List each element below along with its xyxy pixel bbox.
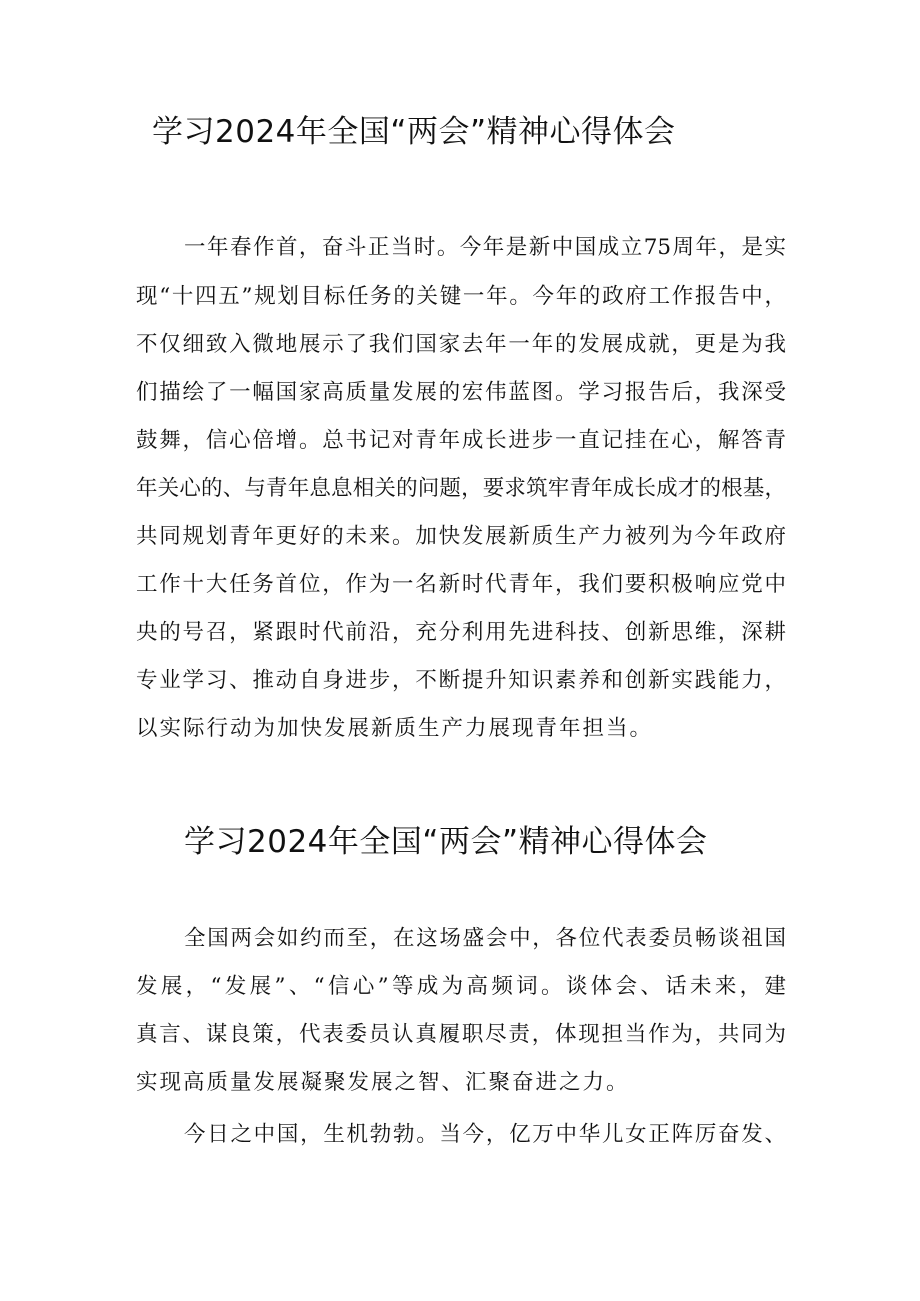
paragraph-line: 不仅细致入微地展示了我们国家去年一年的发展成就，更是为我: [136, 332, 786, 357]
section-title-1: 学习2024年全国“两会”精神心得体会: [152, 114, 676, 150]
paragraph-line: 发展，“发展”、“信心”等成为高频词。谈体会、话未来，建: [136, 974, 786, 999]
paragraph-line: 真言、谋良策，代表委员认真履职尽责，体现担当作为，共同为: [136, 1022, 786, 1047]
paragraph-line: 实现高质量发展凝聚发展之智、汇聚奋进之力。: [136, 1070, 630, 1095]
paragraph-line: 们描绘了一幅国家高质量发展的宏伟蓝图。学习报告后，我深受: [136, 380, 786, 405]
paragraph-line: 年关心的、与青年息息相关的问题，要求筑牢青年成长成才的根基，: [136, 476, 786, 501]
paragraph-line: 工作十大任务首位，作为一名新时代青年，我们要积极响应党中: [136, 572, 786, 597]
paragraph-line: 全国两会如约而至，在这场盛会中，各位代表委员畅谈祖国: [184, 926, 786, 951]
paragraph-line: 以实际行动为加快发展新质生产力展现青年担当。: [136, 716, 654, 741]
paragraph-line: 共同规划青年更好的未来。加快发展新质生产力被列为今年政府: [136, 524, 786, 549]
paragraph-line: 今日之中国，生机勃勃。当今，亿万中华儿女正阵厉奋发、: [184, 1122, 786, 1147]
paragraph-line: 专业学习、推动自身进步，不断提升知识素养和创新实践能力，: [136, 668, 786, 693]
paragraph-line: 鼓舞，信心倍增。总书记对青年成长进步一直记挂在心，解答青: [136, 428, 786, 453]
paragraph-line: 央的号召，紧跟时代前沿，充分利用先进科技、创新思维，深耕: [136, 620, 786, 645]
paragraph-line: 一年春作首，奋斗正当时。今年是新中国成立75周年，是实: [184, 235, 786, 260]
section-title-2: 学习2024年全国“两会”精神心得体会: [184, 824, 708, 860]
paragraph-line: 现“十四五”规划目标任务的关键一年。今年的政府工作报告中，: [136, 284, 786, 309]
